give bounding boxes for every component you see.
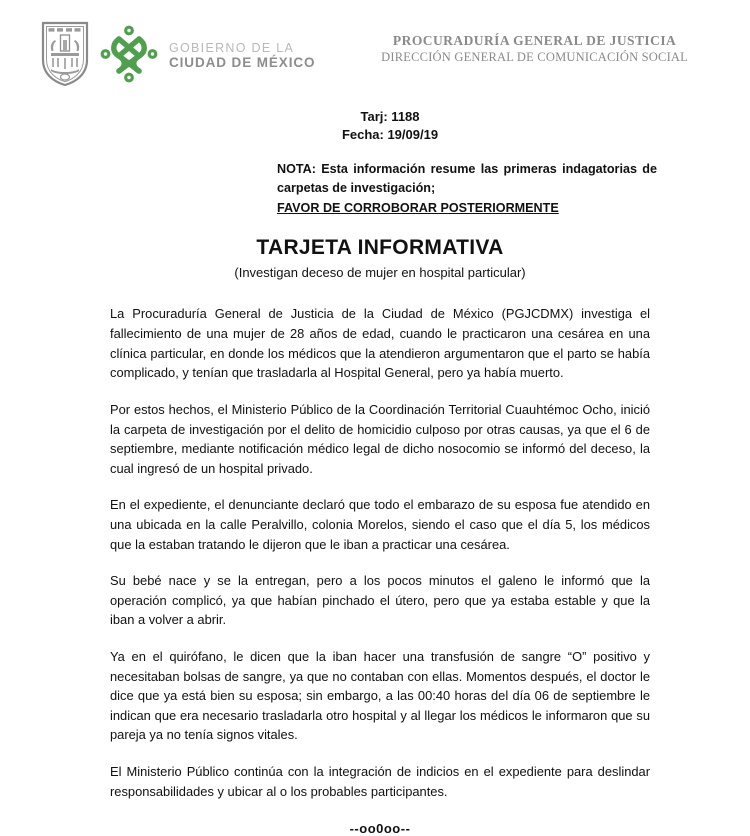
closing-marker: --oo0oo-- [349,821,411,836]
fecha-value: Fecha: 19/09/19 [341,127,439,143]
nota-paragraph [277,160,657,219]
body-paragraph: El Ministerio Público continúa con la integración de indicios en el expediente para deslindar responsabilidades y ubicar al o los probables participantes. [110,764,650,799]
body-paragraph: Su bebé nace y se la entregan, pero a los pocos minutos el galeno le informó que la operación complicó, ya que habían pinchado el útero, pero que ya estaba estable y que la iban a volver a abrir. [110,573,650,628]
government-brand-block [40,20,315,88]
body-paragraph: La Procuraduría General de Justicia de la Ciudad de México (PGJCDMX) investiga el fallecimiento de una mujer de 28 años de edad, cuando le practicaron una cesárea en una clínica particular, en donde los médicos que la atendieron argumentaron que el parto se había complicado, y tenían que trasladarla al Hospital General, pero ya había muerto. [110,306,650,381]
dependency-heading [381,33,688,65]
cdmx-logo-icon [100,25,158,83]
document-body [0,304,750,801]
page-subtitle: (Investigan deceso de mujer en hospital particular) [234,265,526,281]
body-paragraph: Ya en el quirófano, le dicen que la iban hacer una transfusión de sangre “O” positivo y necesitaban bolsas de sangre, ya que no contaban con ellas. Momentos después, el doctor le dice que ya está bien su esposa; sin embargo, a las 00:40 horas del día 06 de septiembre le indican que era necesario trasladarla otro hospital y al llegar los médicos le informaron que su pareja ya no tenía signos vitales. [110,648,650,743]
dependency-line-2: DIRECCIÓN GENERAL DE COMUNICACIÓN SOCIAL [381,50,688,64]
tarj-number: Tarj: 1188 [360,109,420,124]
body-paragraph: Por estos hechos, el Ministerio Público de la Coordinación Territorial Cuauhtémoc Ocho, inició la carpeta de investigación por el delito de homicidio culposo por otras causas, ya que el 6 de septiembre, mediante notificación médico legal de dicho nosocomio se informó del deceso, la cual ingresó de un hospital privado. [110,401,650,476]
body-paragraph: En el expediente, el denunciante declaró que todo el embarazo de su esposa fue atendido en una ubicada en la calle Peralvillo, colonia Morelos, siendo el caso que el día 5, los médicos que la estaban tratando le dijeron que le iban a practicar una cesárea. [110,497,650,552]
nota-underlined-text: FAVOR DE CORROBORAR POSTERIORMENTE [277,200,559,215]
gobierno-line-1: GOBIERNO DE LA [169,40,295,55]
government-wordmark [169,38,315,70]
document-meta [0,108,750,145]
nota-text: Esta información resume las primeras indagatorias de carpetas de investigación; [277,161,657,196]
nota-block [0,160,750,219]
document-header [0,0,750,96]
gobierno-line-2: CIUDAD DE MÉXICO [169,54,316,70]
page-title: TARJETA INFORMATIVA [256,236,504,260]
nota-label: NOTA: [277,161,316,176]
dependency-line-1: PROCURADURÍA GENERAL DE JUSTICIA [392,33,677,48]
mexico-city-coat-of-arms-icon [40,20,90,88]
